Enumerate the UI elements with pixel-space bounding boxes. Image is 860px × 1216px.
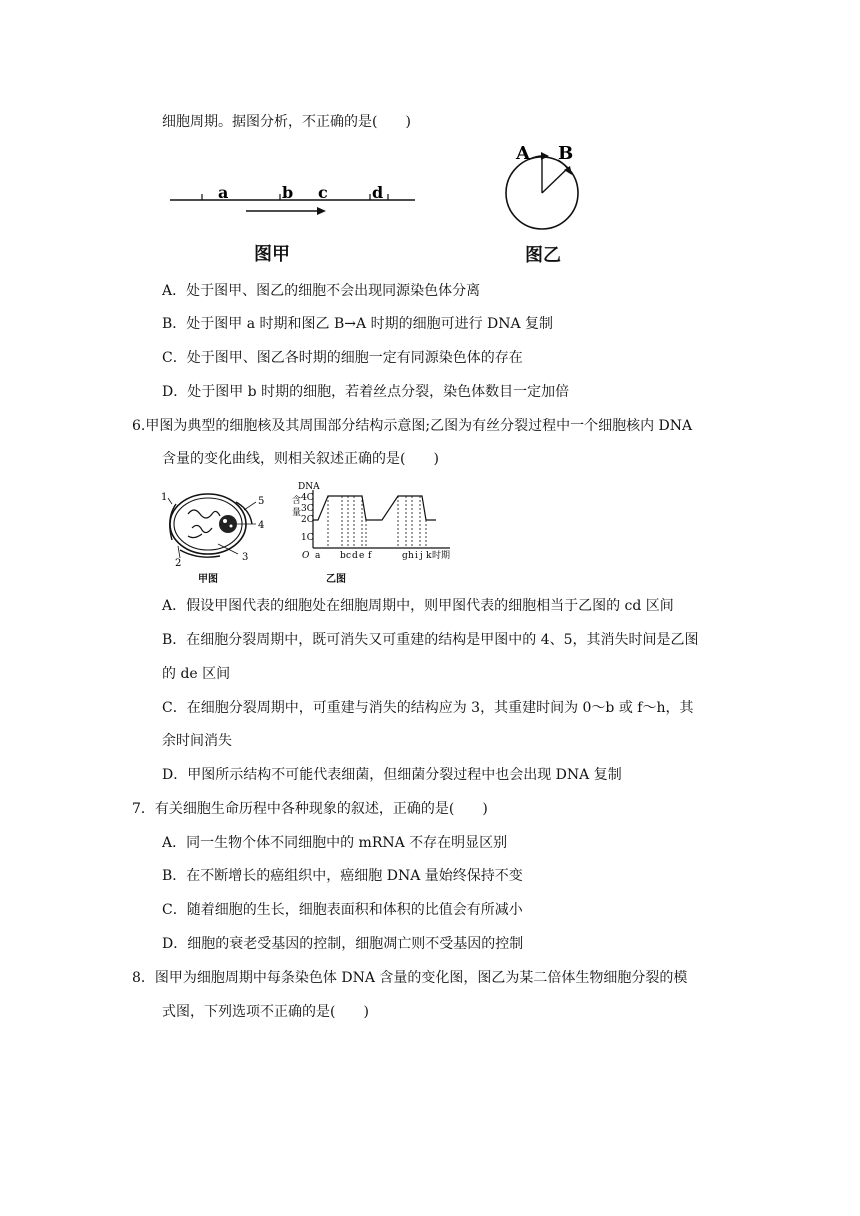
dna-axis-label: DNA xyxy=(298,482,320,492)
xtick-a: a xyxy=(315,551,321,561)
xtick-e: e xyxy=(359,551,365,561)
q5-figure-jia xyxy=(160,172,420,222)
q6-option-c: C．在细胞分裂周期中，可重建与消失的结构应为 3，其重建时间为 0～b 或 f～h，其 xyxy=(162,700,694,716)
xtick-i: i xyxy=(415,551,418,561)
q6-stem-line2: 含量的变化曲线，则相关叙述正确的是( ) xyxy=(162,451,439,467)
ytick-2c: 2C xyxy=(301,515,314,525)
structure-label-5: 5 xyxy=(258,496,265,507)
q7-option-b: B．在不断增长的癌组织中，癌细胞 DNA 量始终保持不变 xyxy=(162,868,523,884)
ytick-1c: 1C xyxy=(301,533,314,543)
ytick-4c: 4C xyxy=(301,493,314,503)
q7-option-a: A．同一生物个体不同细胞中的 mRNA 不存在明显区别 xyxy=(162,835,508,851)
q6-figure-yi xyxy=(290,478,480,566)
xtick-g: g xyxy=(402,551,408,561)
xtick-j: j xyxy=(420,551,423,561)
q6-option-c-cont: 余时间消失 xyxy=(162,733,232,749)
q6-option-a: A．假设甲图代表的细胞处在细胞周期中，则甲图代表的细胞相当于乙图的 cd 区间 xyxy=(162,598,674,614)
xtick-d: d xyxy=(352,551,358,561)
svg-text:量: 量 xyxy=(292,508,302,518)
q6-figure-jia-caption: 甲图 xyxy=(198,574,218,585)
timeline-label-b: b xyxy=(282,183,294,202)
q6-stem-line1: 6.甲图为典型的细胞核及其周围部分结构示意图;乙图为有丝分裂过程中一个细胞核内 DNA xyxy=(132,418,693,434)
q5-option-a: A．处于图甲、图乙的细胞不会出现同源染色体分离 xyxy=(162,283,481,299)
q7-option-c: C．随着细胞的生长，细胞表面积和体积的比值会有所减小 xyxy=(162,902,523,918)
q5-figure-yi xyxy=(500,140,590,240)
timeline-label-c: c xyxy=(318,183,328,202)
origin-label: O xyxy=(302,551,310,561)
q6-option-d: D．甲图所示结构不可能代表细菌，但细菌分裂过程中也会出现 DNA 复制 xyxy=(162,767,622,783)
q6-figure-jia xyxy=(158,488,270,568)
q5-option-c: C．处于图甲、图乙各时期的细胞一定有同源染色体的存在 xyxy=(162,350,523,366)
q5-option-b: B．处于图甲 a 时期和图乙 B→A 时期的细胞可进行 DNA 复制 xyxy=(162,316,554,332)
xtick-c: c xyxy=(346,551,352,561)
dna-curve xyxy=(313,496,436,520)
q5-option-d: D．处于图甲 b 时期的细胞，若着丝点分裂，染色体数目一定加倍 xyxy=(162,384,570,400)
q8-stem-line2: 式图，下列选项不正确的是( ) xyxy=(162,1004,369,1020)
structure-label-4: 4 xyxy=(258,520,265,531)
cycle-label-b: B xyxy=(558,143,574,164)
q8-stem-line1: 8．图甲为细胞周期中每条染色体 DNA 含量的变化图，图乙为某二倍体生物细胞分裂的模 xyxy=(132,970,688,986)
structure-label-1: 1 xyxy=(161,492,168,503)
q6-option-b-cont: 的 de 区间 xyxy=(162,666,231,682)
cycle-label-a: A xyxy=(516,143,530,164)
ytick-3c: 3C xyxy=(301,504,314,514)
q5-figure-yi-caption: 图乙 xyxy=(525,245,561,266)
xaxis-label: 时期 xyxy=(432,551,451,561)
q6-figure-yi-caption: 乙图 xyxy=(326,574,346,585)
q5-stem-tail: 细胞周期。据图分析，不正确的是( ) xyxy=(162,114,411,130)
q7-stem: 7．有关细胞生命历程中各种现象的叙述，正确的是( ) xyxy=(132,801,488,817)
xtick-f: f xyxy=(368,551,372,561)
xtick-k: k xyxy=(426,551,432,561)
xtick-b: b xyxy=(340,551,346,561)
svg-text:含: 含 xyxy=(292,496,302,506)
q5-figure-jia-caption: 图甲 xyxy=(254,244,290,265)
q7-option-d: D．细胞的衰老受基因的控制，细胞凋亡则不受基因的控制 xyxy=(162,936,524,952)
structure-label-2: 2 xyxy=(175,558,182,568)
timeline-label-d: d xyxy=(372,183,384,202)
timeline-label-a: a xyxy=(218,183,229,202)
structure-label-3: 3 xyxy=(242,552,249,563)
xtick-h: h xyxy=(408,551,414,561)
q6-option-b: B．在细胞分裂周期中，既可消失又可重建的结构是甲图中的 4、5，其消失时间是乙图 xyxy=(162,632,699,648)
